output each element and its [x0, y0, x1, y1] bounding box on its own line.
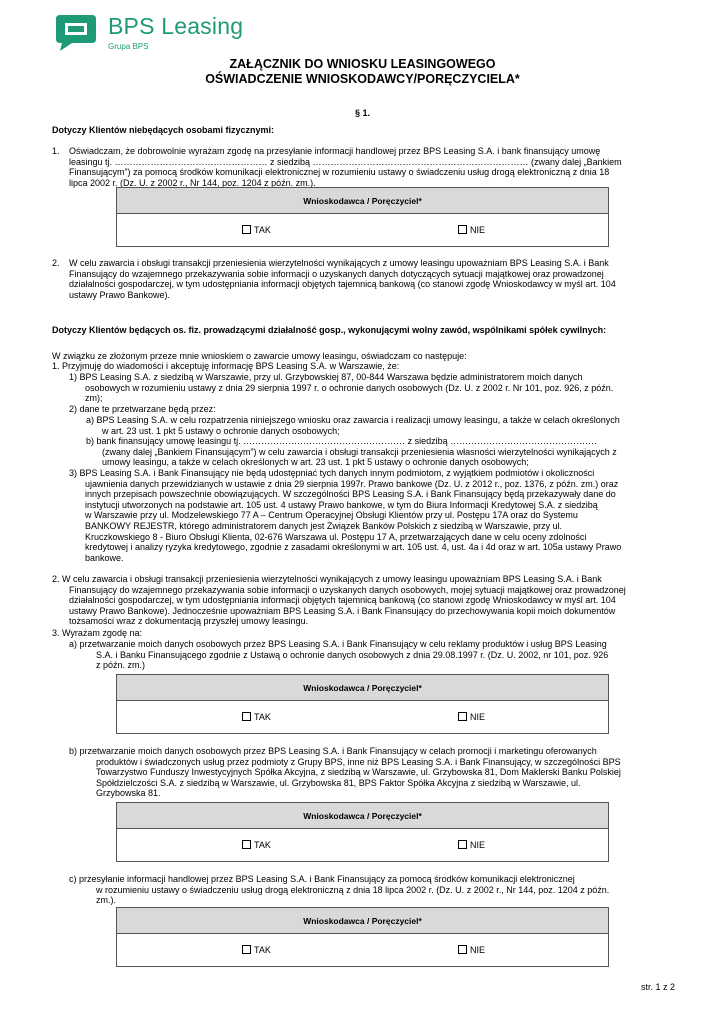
- part2-intro: W związku ze złożonym przeze mnie wnioskiem o zawarcie umowy leasingu, oświadczam co następuje:: [52, 351, 467, 361]
- option-yes[interactable]: TAK: [242, 712, 271, 722]
- option-yes[interactable]: TAK: [242, 945, 271, 955]
- consent-box-header: Wnioskodawca / Poręczyciel*: [117, 908, 608, 934]
- point-2: 2. W celu zawarcia i obsługi transakcji przeniesienia wierzytelności wynikających z umowy leasingu upoważniam BPS Leasing S.A. i Bank Finansujący do wzajemnego przekazywania sobie informacji o uzyskanych danych osobowych, mojej sytuacji majątkowej oraz prowadzonej działalności gospodarczej, w tym udostępniania informacji objętych tajemnicą bankową (co stanowi zgodę Wnioskodawcy w myśl art. 104 ustawy Prawo Bankowe). Jednocześnie upoważniam BPS Leasing S.A. i Bank Finansujący do przechowywania kopii moich dokumentów tożsamości wraz z dokumentacją przyszłej umowy leasingu.: [52, 574, 626, 627]
- consent-box-header: Wnioskodawca / Poręczyciel*: [117, 675, 608, 701]
- checkbox-icon[interactable]: [458, 945, 467, 954]
- document-title: ZAŁĄCZNIK DO WNIOSKU LEASINGOWEGO: [229, 57, 496, 71]
- point-1-2: 2) dane te przetwarzane będą przez:: [69, 404, 216, 414]
- point-3-b: b) przetwarzanie moich danych osobowych przez BPS Leasing S.A. i Bank Finansujący w celach promocji i marketingu oferowanych produktów i świadczonych usług przez podmioty z Grupy BPS, inne niż BPS Leasing S.A. i Bank Finansujący, w szczególności BPS Towarzystwo Funduszy Inwestycyjnych Spółka Akcyjna, z siedzibą w Warszawie, ul. Grzybowska 81, Dom Maklerski Banku Polskiej Spółdzielczości S.A. z siedzibą w Warszawie, ul. Grzybowska 81, BPS Faktor Spółka Akcyjna z siedzibą w Warszawie, ul. Grzybowska 81.: [69, 746, 621, 799]
- checkbox-icon[interactable]: [458, 225, 467, 234]
- checkbox-icon[interactable]: [242, 840, 251, 849]
- section-number: § 1.: [354, 108, 370, 118]
- page-number: str. 1 z 2: [640, 982, 675, 992]
- part1-item2: W celu zawarcia i obsługi transakcji przeniesienia wierzytelności wynikających z umowy leasingu upoważniam BPS Leasing S.A. i Bank Finansujący do wzajemnego przekazywania sobie informacji o uzyskanych danych dotyczących sytuacji majątkowej oraz prowadzonej działalności gospodarczej, w tym udostępniania informacji objętych tajemnicą bankową (co stanowi zgodę Wnioskodawcy w myśl art. 104 ustawy Prawo Bankowe).: [69, 258, 616, 300]
- point-3-c: c) przesyłanie informacji handlowej przez BPS Leasing S.A. i Bank Finansujący za pomocą środków komunikacji elektronicznej w rozumieniu ustawy o świadczeniu usług drogą elektroniczną z dnia 18 lipca 2002 r. (Dz. U. z 2002 r., Nr 144, poz. 1204 z późn. zm.).: [69, 874, 610, 906]
- checkbox-icon[interactable]: [242, 712, 251, 721]
- option-no[interactable]: NIE: [458, 840, 485, 850]
- consent-box-2: [116, 674, 609, 734]
- point-1-3: 3) BPS Leasing S.A. i Bank Finansujący nie będą udostępniać tych danych innym podmiotom, z wyjątkiem podmiotów i okoliczności ujawnienia danych przewidzianych w ustawie z dnia 29 sierpnia 1997r. Prawo bankowe (Dz. U. z 2012 r., poz. 1376, z późn. zm.) oraz innych przepisach powszechnie obowiązujących. W szczególności BPS Leasing S.A. i Bank Finansujący będą przekazywały dane do instytucji utworzonych na podstawie art. 105 ust. 4 ustawy Prawo bankowe, w tym do Biura Informacji Kredytowej S.A. z siedzibą w Warszawie przy ul. Modzelewskiego 77 A – Centrum Operacyjnej Obsługi Klientów przy ul. Postępu 17A oraz do Systemu BANKOWY REJESTR, którego administratorem danych jest Związek Banków Polskich z siedzibą w Warszawie, przy ul. Kruczkowskiego 8 - Biuro Obsługi Klienta, 02-676 Warszawa ul. Postępu 17 A, przetwarzających dane w celu oceny zdolności kredytowej i analizy ryzyka kredytowego, zgodnie z zasadami określonymi w art. 105 ust. 4, ust. 4a i 4d oraz w art. 105a ustawy Prawo bankowe.: [69, 468, 622, 563]
- option-no[interactable]: NIE: [458, 712, 485, 722]
- part2-heading: Dotyczy Klientów będących os. fiz. prowadzącymi działalność gosp., wykonującymi wolny zawód, wspólnikami spółek cywilnych:: [52, 325, 607, 335]
- point-1-1: 1) BPS Leasing S.A. z siedzibą w Warszawie, przy ul. Grzybowskiej 87, 00-844 Warszawa będzie administratorem moich danych osobowych w rozumieniu ustawy z dnia 29 sierpnia 1997 r. o ochronie danych osobowych (Dz. U. z 2002 r. Nr 101, poz. 926, z późn. zm);: [69, 372, 614, 404]
- consent-box-header: Wnioskodawca / Poręczyciel*: [117, 803, 608, 829]
- consent-box-1: [116, 187, 609, 247]
- item-number: 2.: [52, 258, 60, 268]
- document-subtitle: OŚWIADCZENIE WNIOSKODAWCY/PORĘCZYCIELA*: [205, 72, 520, 86]
- part1-heading: Dotyczy Klientów niebędących osobami fizycznymi:: [52, 125, 275, 135]
- checkbox-icon[interactable]: [242, 945, 251, 954]
- point-3: 3. Wyrażam zgodę na:: [52, 628, 142, 638]
- brand-group: Grupa BPS: [108, 42, 149, 51]
- option-yes[interactable]: TAK: [242, 225, 271, 235]
- bps-logo-icon: [52, 13, 98, 53]
- brand-name: BPS Leasing: [108, 13, 244, 39]
- consent-box-header: Wnioskodawca / Poręczyciel*: [117, 188, 608, 214]
- checkbox-icon[interactable]: [242, 225, 251, 234]
- checkbox-icon[interactable]: [458, 840, 467, 849]
- item-number: 1.: [52, 146, 60, 156]
- consent-box-3: [116, 802, 609, 862]
- point-3-a: a) przetwarzanie moich danych osobowych przez BPS Leasing S.A. i Bank Finansujący w celu reklamy produktów i usług BPS Leasing S.A. i Banku Finansującego zgodnie z Ustawą o ochronie danych osobowych z dnia 29.08.1997 r. (Dz. U. 2002, nr 101, poz. 926 z późn. zm.): [69, 639, 609, 671]
- option-yes[interactable]: TAK: [242, 840, 271, 850]
- point-1: 1. Przyjmuję do wiadomości i akceptuję informację BPS Leasing S.A. w Warszawie, że:: [52, 361, 400, 371]
- option-no[interactable]: NIE: [458, 225, 485, 235]
- part1-item1: Oświadczam, że dobrowolnie wyrażam zgodę na przesyłanie informacji handlowej przez BPS Leasing S.A. i bank finansujący umowę leasingu tj. …………………………………………… z siedzibą ……………………………………………………………… (zwany dalej „Bankiem Finansującym”) za pomocą środków komunikacji elektronicznej w rozumieniu ustawy o świadczeniu usług drogą elektroniczną z dnia 18 lipca 2002 r. (Dz. U. z 2002 r., Nr 144, poz. 1204 z późn. zm.).: [69, 146, 622, 188]
- point-1-2-a: a) BPS Leasing S.A. w celu rozpatrzenia niniejszego wniosku oraz zawarcia i realizacji umowy leasingu, a także w celach określonych w art. 23 ust. 1 pkt 5 ustawy o ochronie danych osobowych;: [86, 415, 620, 436]
- checkbox-icon[interactable]: [458, 712, 467, 721]
- consent-box-4: [116, 907, 609, 967]
- option-no[interactable]: NIE: [458, 945, 485, 955]
- point-1-2-b: b) bank finansujący umowę leasingu tj. ……………………………………………… z siedzibą …………………………………………. (zwany dalej „Bankiem Finansującym”) w celu zawarcia i obsługi transakcji przeniesienia własności wierzytelności wynikających z umowy leasingu, a także w celach określonych w art. 23 ust. 1 pkt 5 ustawy o ochronie danych osobowych;: [86, 436, 617, 468]
